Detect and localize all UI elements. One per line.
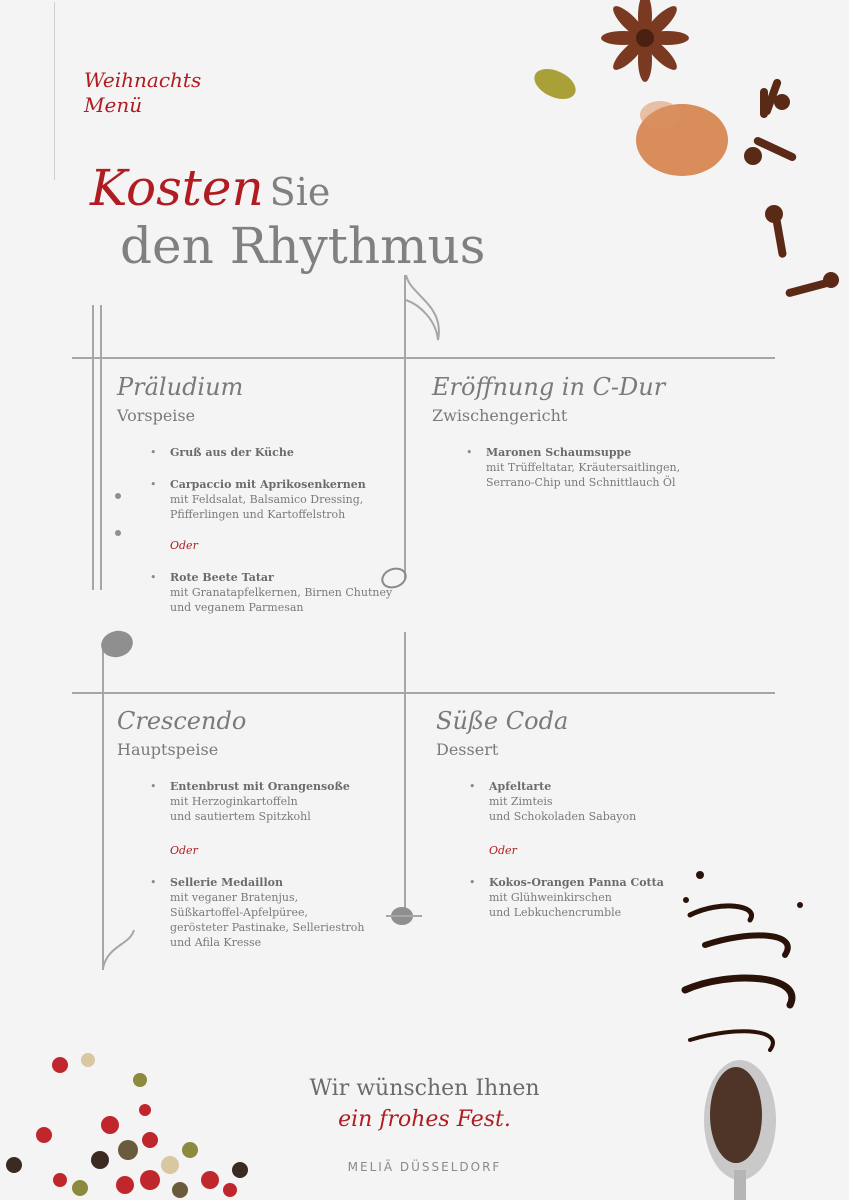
hero-line-2: den Rhythmus (120, 217, 486, 275)
item-description: mit Granatapfelkernen, Birnen Chutney und veganem Parmesan (170, 586, 393, 614)
star-anise-icon (601, 0, 689, 82)
note-stem-2 (102, 650, 104, 970)
course-subtitle-hauptspeise: Hauptspeise (117, 740, 219, 759)
menu-item: • Maronen Schaumsuppe mit Trüffeltatar, Kräutersaitlingen, Serrano-Chip und Schnittlauch Öl (486, 445, 756, 490)
note-flag-1 (406, 275, 439, 340)
or-label: Oder (170, 539, 198, 552)
menu-item: • Kokos-Orangen Panna Cotta mit Glühweinkirschen und Lebkuchencrumble (489, 875, 759, 920)
staff-line-left-1 (92, 305, 94, 590)
note-flag-2 (103, 930, 134, 968)
or-label: Oder (489, 844, 517, 857)
course-subtitle-dessert: Dessert (436, 740, 499, 759)
course-title-suesse-coda: Süße Coda (436, 707, 569, 735)
header-divider (54, 2, 55, 180)
chocolate-drizzle-icon (685, 906, 792, 1050)
brand-logo-text: MELIÃ DÜSSELDORF (347, 1160, 502, 1174)
note-stem-3 (404, 632, 406, 912)
closing-line-1: Wir wünschen Ihnen (309, 1076, 540, 1101)
course-title-praeludium: Präludium (117, 373, 244, 401)
menu-heading-line1: Weihnachts (84, 68, 202, 92)
item-description: mit Herzoginkartoffeln und sautiertem Spitzkohl (170, 795, 311, 823)
or-label: Oder (170, 844, 198, 857)
item-name: Apfeltarte (489, 780, 552, 793)
course-subtitle-vorspeise: Vorspeise (117, 406, 196, 425)
item-description: mit veganer Bratenjus, Süßkartoffel-Apfelpüree, gerösteter Pastinake, Selleriestroh und Afila Kresse (170, 891, 365, 949)
hero-word-grey: Sie (269, 170, 331, 214)
spices-illustration (520, 0, 849, 310)
staff-line-top (72, 357, 775, 359)
menu-item: • Gruß aus der Küche (170, 445, 440, 460)
item-description: mit Zimteis und Schokoladen Sabayon (489, 795, 637, 823)
item-name: Sellerie Medaillon (170, 876, 283, 889)
menu-item: • Carpaccio mit Aprikosenkernen mit Feldsalat, Balsamico Dressing, Pfifferlingen und Kartoffelstroh (170, 477, 440, 522)
staff-line-middle (72, 692, 775, 694)
clove-icon (744, 78, 839, 298)
item-name: Gruß aus der Küche (170, 446, 294, 459)
item-name: Entenbrust mit Orangensoße (170, 780, 350, 793)
staff-line-left-2 (100, 305, 102, 590)
item-name: Kokos-Orangen Panna Cotta (489, 876, 664, 889)
menu-item: • Entenbrust mit Orangensoße mit Herzoginkartoffeln und sautiertem Spitzkohl (170, 779, 440, 824)
cardamom-icon (530, 63, 581, 105)
course-subtitle-zwischengericht: Zwischengericht (432, 406, 568, 425)
item-description: mit Trüffeltatar, Kräutersaitlingen, Serrano-Chip und Schnittlauch Öl (486, 461, 681, 489)
menu-item: • Rote Beete Tatar mit Granatapfelkernen, Birnen Chutney und veganem Parmesan (170, 570, 440, 615)
course-title-eroeffnung: Eröffnung in C-Dur (432, 373, 666, 401)
item-name: Rote Beete Tatar (170, 571, 274, 584)
item-name: Maronen Schaumsuppe (486, 446, 632, 459)
menu-heading-line2: Menü (84, 93, 143, 117)
course-title-crescendo: Crescendo (117, 707, 247, 735)
item-description: mit Feldsalat, Balsamico Dressing, Pfifferlingen und Kartoffelstroh (170, 493, 364, 521)
menu-item: • Apfeltarte mit Zimteis und Schokoladen Sabayon (489, 779, 759, 824)
item-name: Carpaccio mit Aprikosenkernen (170, 478, 366, 491)
menu-heading (84, 68, 234, 118)
chocolate-spoon-illustration (670, 860, 840, 1200)
hero-word-red: Kosten (90, 159, 264, 217)
hero-line-1 (90, 158, 330, 222)
menu-item: • Sellerie Medaillon mit veganer Bratenjus, Süßkartoffel-Apfelpüree, gerösteter Pastinake, Selleriestroh und Afila Kresse (170, 875, 440, 950)
item-description: mit Glühweinkirschen und Lebkuchencrumble (489, 891, 622, 919)
closing-line-2: ein frohes Fest. (338, 1107, 511, 1132)
note-stem-1 (404, 275, 406, 580)
